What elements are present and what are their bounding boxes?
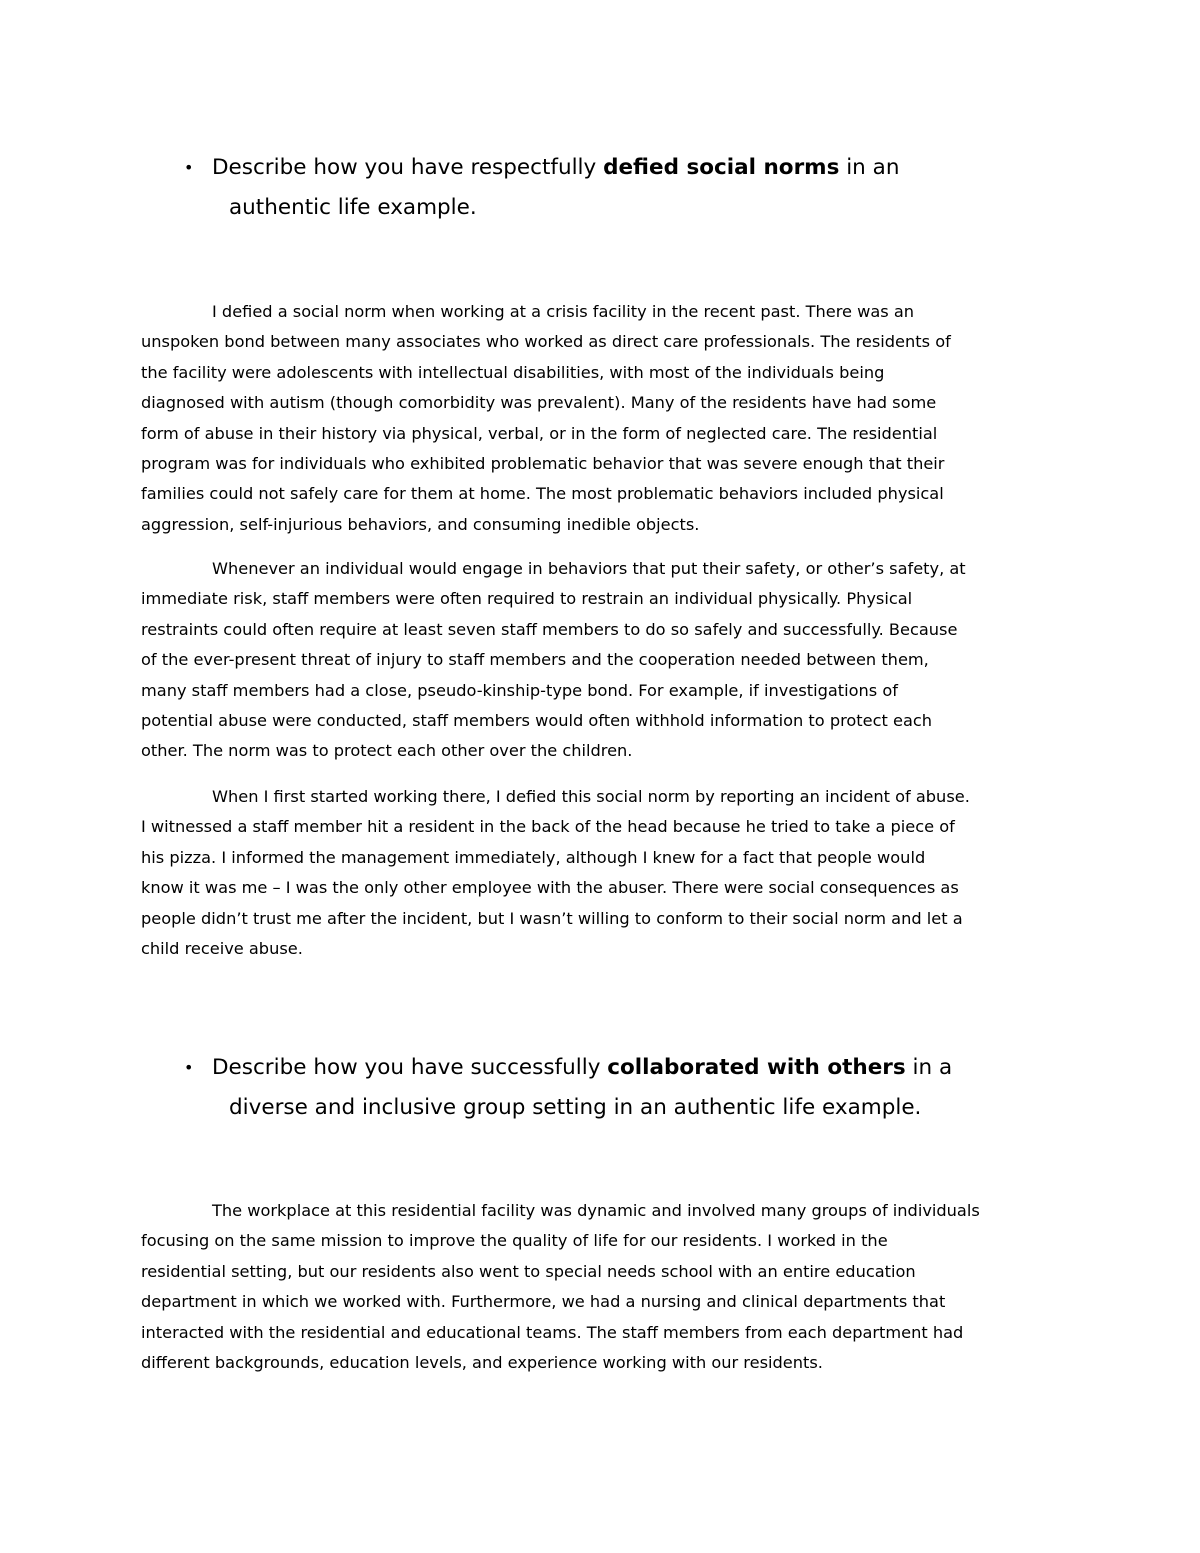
paragraph-line: aggression, self-injurious behaviors, and consuming inedible objects. xyxy=(141,514,700,534)
paragraph-line: immediate risk, staff members were often required to restrain an individual physically. Physical xyxy=(141,589,913,609)
paragraph-line: interacted with the residential and educational teams. The staff members from each department had xyxy=(141,1322,964,1342)
paragraph-line: form of abuse in their history via physical, verbal, or in the form of neglected care. The residential xyxy=(141,423,938,443)
heading-text: in a xyxy=(905,1055,953,1080)
heading-text: Describe how you have successfully xyxy=(212,1055,608,1080)
paragraph-line: other. The norm was to protect each other over the children. xyxy=(141,741,633,761)
heading-emphasis: collaborated with others xyxy=(607,1055,906,1080)
heading-text: Describe how you have respectfully xyxy=(212,155,604,180)
paragraph-line: the facility were adolescents with intellectual disabilities, with most of the individuals being xyxy=(141,362,885,382)
paragraph-line: many staff members had a close, pseudo-kinship-type bond. For example, if investigations of xyxy=(141,680,898,700)
paragraph-line: program was for individuals who exhibited problematic behavior that was severe enough that their xyxy=(141,454,945,474)
paragraph-line: potential abuse were conducted, staff members would often withhold information to protect each xyxy=(141,711,933,731)
paragraph-2 xyxy=(141,554,1061,767)
heading-emphasis: defied social norms xyxy=(603,155,840,180)
paragraph-line: The workplace at this residential facility was dynamic and involved many groups of individuals xyxy=(212,1201,980,1220)
paragraph-line: I defied a social norm when working at a crisis facility in the recent past. There was an xyxy=(212,302,915,321)
paragraph-line: know it was me – I was the only other employee with the abuser. There were social consequences as xyxy=(141,878,959,898)
paragraph-line: residential setting, but our residents also went to special needs school with an entire education xyxy=(141,1261,916,1281)
bullet-icon: • xyxy=(184,158,194,177)
heading-line-1 xyxy=(184,148,1064,188)
paragraph-line: restraints could often require at least seven staff members to do so safely and successfully. Because xyxy=(141,619,958,639)
question-heading-2 xyxy=(184,1048,1064,1128)
paragraph-line: diagnosed with autism (though comorbidity was prevalent). Many of the residents have had some xyxy=(141,393,937,413)
paragraph-line: focusing on the same mission to improve the quality of life for our residents. I worked in the xyxy=(141,1231,888,1251)
paragraph-line: When I first started working there, I defied this social norm by reporting an incident of abuse. xyxy=(212,787,970,806)
paragraph-line: Whenever an individual would engage in behaviors that put their safety, or other’s safety, at xyxy=(212,559,966,578)
paragraph-line: department in which we worked with. Furthermore, we had a nursing and clinical departments that xyxy=(141,1292,946,1312)
paragraph-1 xyxy=(141,297,1061,540)
paragraph-line: families could not safely care for them at home. The most problematic behaviors included physical xyxy=(141,484,944,504)
heading-line-2: authentic life example. xyxy=(229,195,477,220)
heading-line-2: diverse and inclusive group setting in an authentic life example. xyxy=(229,1095,922,1120)
paragraph-line: his pizza. I informed the management immediately, although I knew for a fact that people would xyxy=(141,847,926,867)
paragraph-line: of the ever-present threat of injury to staff members and the cooperation needed between them, xyxy=(141,650,929,670)
question-heading-1 xyxy=(184,148,1064,228)
paragraph-line: child receive abuse. xyxy=(141,939,303,959)
heading-text: in an xyxy=(839,155,900,180)
paragraph-line: people didn’t trust me after the incident, but I wasn’t willing to conform to their social norm and let a xyxy=(141,908,963,928)
paragraph-line: unspoken bond between many associates who worked as direct care professionals. The residents of xyxy=(141,332,951,352)
paragraph-3 xyxy=(141,782,1061,964)
bullet-icon: • xyxy=(184,1058,194,1077)
paragraph-line: different backgrounds, education levels, and experience working with our residents. xyxy=(141,1353,823,1373)
paragraph-4 xyxy=(141,1196,1061,1378)
paragraph-line: I witnessed a staff member hit a resident in the back of the head because he tried to take a piece of xyxy=(141,817,955,837)
heading-line-1 xyxy=(184,1048,1064,1088)
